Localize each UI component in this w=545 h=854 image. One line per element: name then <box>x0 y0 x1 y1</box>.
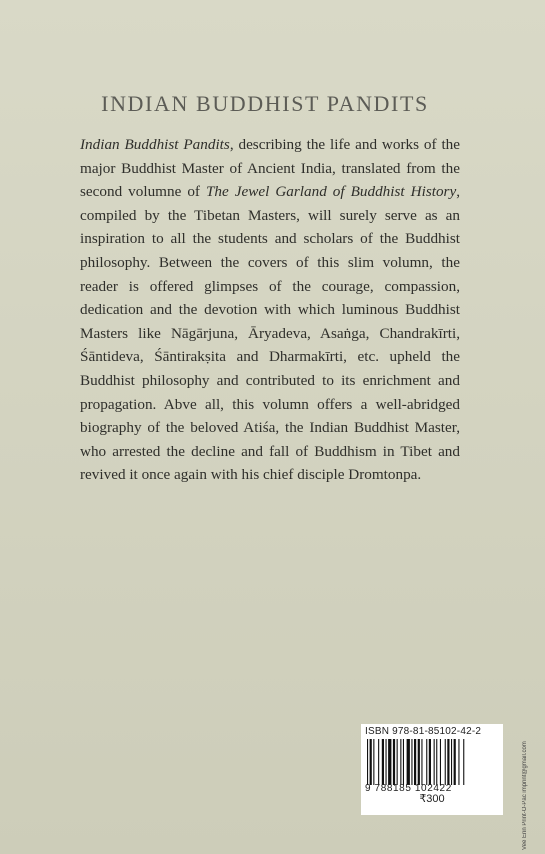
isbn-barcode-block <box>361 724 503 815</box>
barcode-digits: 9 788185 102422 <box>365 783 452 794</box>
price-label: ₹300 <box>419 793 445 805</box>
blurb-text-part1: , describing the life and works of the major Buddhist Master of Ancient India, translated from the second volumne of <box>80 136 460 201</box>
isbn-label: ISBN 978-81-85102-42-2 <box>365 726 482 737</box>
blurb-text-part2: , compiled by the Tibetan Masters, will surely serve as an inspiration to all the students and scholars of the Buddhist philosophy. Between the covers of this slim volumn, the reader is offered glimpses of the courage, compassion, dedication and the devotion with which luminous Buddhist Masters like Nāgārjuna, Āryadeva, Asaṅga, Chandrakīrti, Śāntideva, Śāntirakṣita and Dharmakīrti, etc. upheld the Buddhist philosophy and contributed to its enrichment and propagation. Abve all, this volumn offers a well-abridged biography of the beloved Atiśa, the Indian Buddhist Master, who arrested the decline and fall of Buddhism in Tibet and revived it once again with his chief disciple Dromtonpa. <box>80 183 460 484</box>
blurb-book-title: Indian Buddhist Pandits <box>80 136 230 153</box>
book-title-heading: INDIAN BUDDHIST PANDITS <box>101 91 429 116</box>
printer-imprint: Vee Enn Print-O-Pac imprint@gmail.com <box>522 741 528 850</box>
barcode-image <box>365 739 497 785</box>
back-cover-blurb <box>80 133 460 487</box>
blurb-source-title: The Jewel Garland of Buddhist History <box>205 183 457 201</box>
